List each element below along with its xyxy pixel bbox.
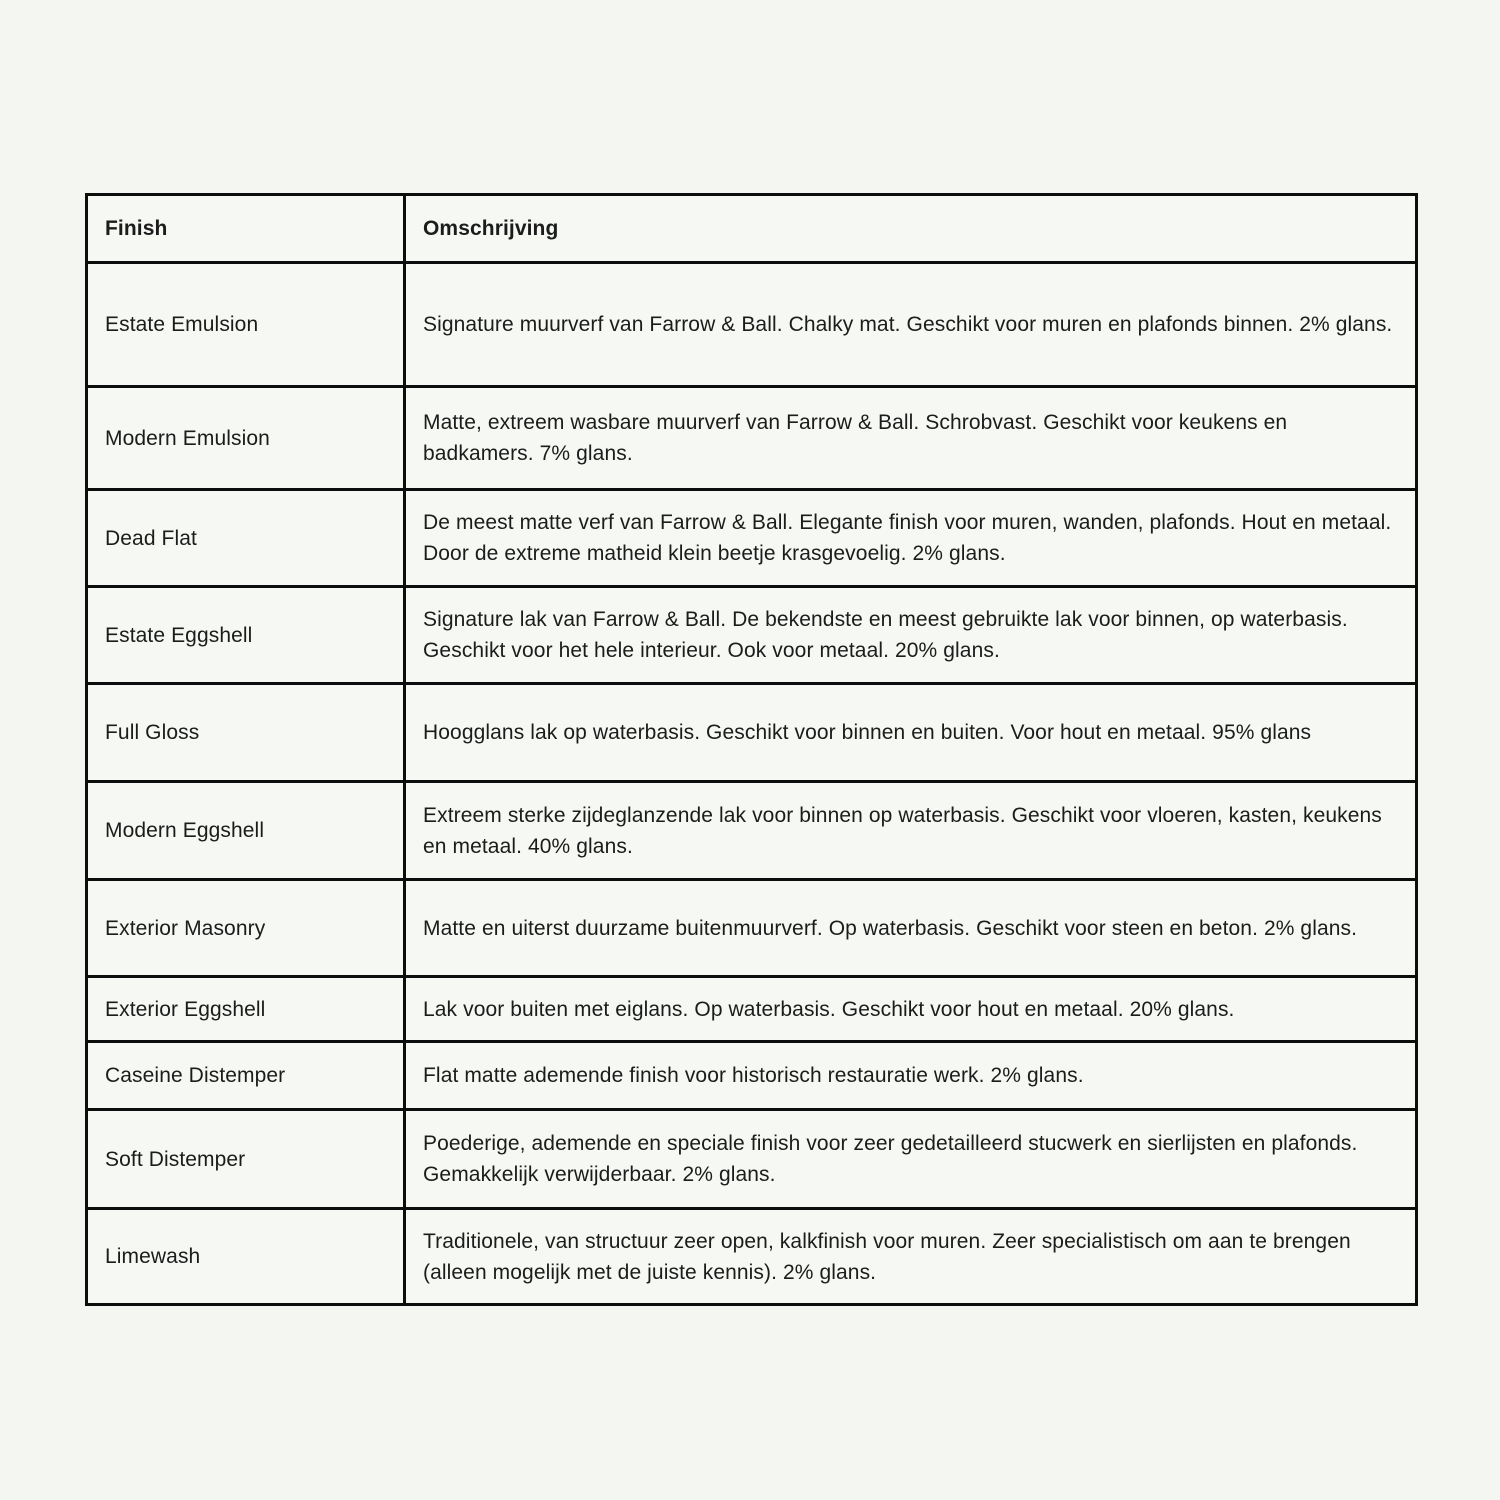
column-header-omschrijving: Omschrijving xyxy=(405,195,1417,263)
finish-cell: Soft Distemper xyxy=(87,1110,405,1209)
description-cell: Matte en uiterst duurzame buitenmuurverf. Op waterbasis. Geschikt voor steen en beton. 2% glans. xyxy=(405,880,1417,977)
description-cell: Poederige, ademende en speciale finish voor zeer gedetailleerd stucwerk en sierlijsten en plafonds. Gemakkelijk verwijderbaar. 2% glans. xyxy=(405,1110,1417,1209)
finish-cell: Dead Flat xyxy=(87,490,405,587)
finish-cell: Exterior Masonry xyxy=(87,880,405,977)
column-header-finish: Finish xyxy=(87,195,405,263)
table-row xyxy=(87,1209,1417,1305)
table-row xyxy=(87,490,1417,587)
description-cell: Signature lak van Farrow & Ball. De bekendste en meest gebruikte lak voor binnen, op waterbasis. Geschikt voor het hele interieur. Ook voor metaal. 20% glans. xyxy=(405,587,1417,684)
table-row xyxy=(87,587,1417,684)
table-row xyxy=(87,1110,1417,1209)
table-row xyxy=(87,263,1417,387)
table-row xyxy=(87,880,1417,977)
table-row xyxy=(87,977,1417,1042)
description-cell: Matte, extreem wasbare muurverf van Farrow & Ball. Schrobvast. Geschikt voor keukens en badkamers. 7% glans. xyxy=(405,387,1417,490)
finish-table xyxy=(85,193,1418,1306)
finish-cell: Modern Emulsion xyxy=(87,387,405,490)
description-cell: Flat matte ademende finish voor historisch restauratie werk. 2% glans. xyxy=(405,1042,1417,1110)
finish-cell: Caseine Distemper xyxy=(87,1042,405,1110)
finish-cell: Estate Emulsion xyxy=(87,263,405,387)
description-cell: Traditionele, van structuur zeer open, kalkfinish voor muren. Zeer specialistisch om aan te brengen (alleen mogelijk met de juiste kennis). 2% glans. xyxy=(405,1209,1417,1305)
table-row xyxy=(87,684,1417,782)
table-row xyxy=(87,1042,1417,1110)
finish-table-container xyxy=(85,193,1415,1306)
description-cell: Signature muurverf van Farrow & Ball. Chalky mat. Geschikt voor muren en plafonds binnen. 2% glans. xyxy=(405,263,1417,387)
table-row xyxy=(87,782,1417,880)
description-cell: De meest matte verf van Farrow & Ball. Elegante finish voor muren, wanden, plafonds. Hout en metaal. Door de extreme matheid klein beetje krasgevoelig. 2% glans. xyxy=(405,490,1417,587)
finish-cell: Modern Eggshell xyxy=(87,782,405,880)
finish-cell: Limewash xyxy=(87,1209,405,1305)
description-cell: Hoogglans lak op waterbasis. Geschikt voor binnen en buiten. Voor hout en metaal. 95% glans xyxy=(405,684,1417,782)
table-row xyxy=(87,387,1417,490)
finish-cell: Full Gloss xyxy=(87,684,405,782)
finish-cell: Exterior Eggshell xyxy=(87,977,405,1042)
description-cell: Extreem sterke zijdeglanzende lak voor binnen op waterbasis. Geschikt voor vloeren, kasten, keukens en metaal. 40% glans. xyxy=(405,782,1417,880)
description-cell: Lak voor buiten met eiglans. Op waterbasis. Geschikt voor hout en metaal. 20% glans. xyxy=(405,977,1417,1042)
table-header-row xyxy=(87,195,1417,263)
finish-cell: Estate Eggshell xyxy=(87,587,405,684)
